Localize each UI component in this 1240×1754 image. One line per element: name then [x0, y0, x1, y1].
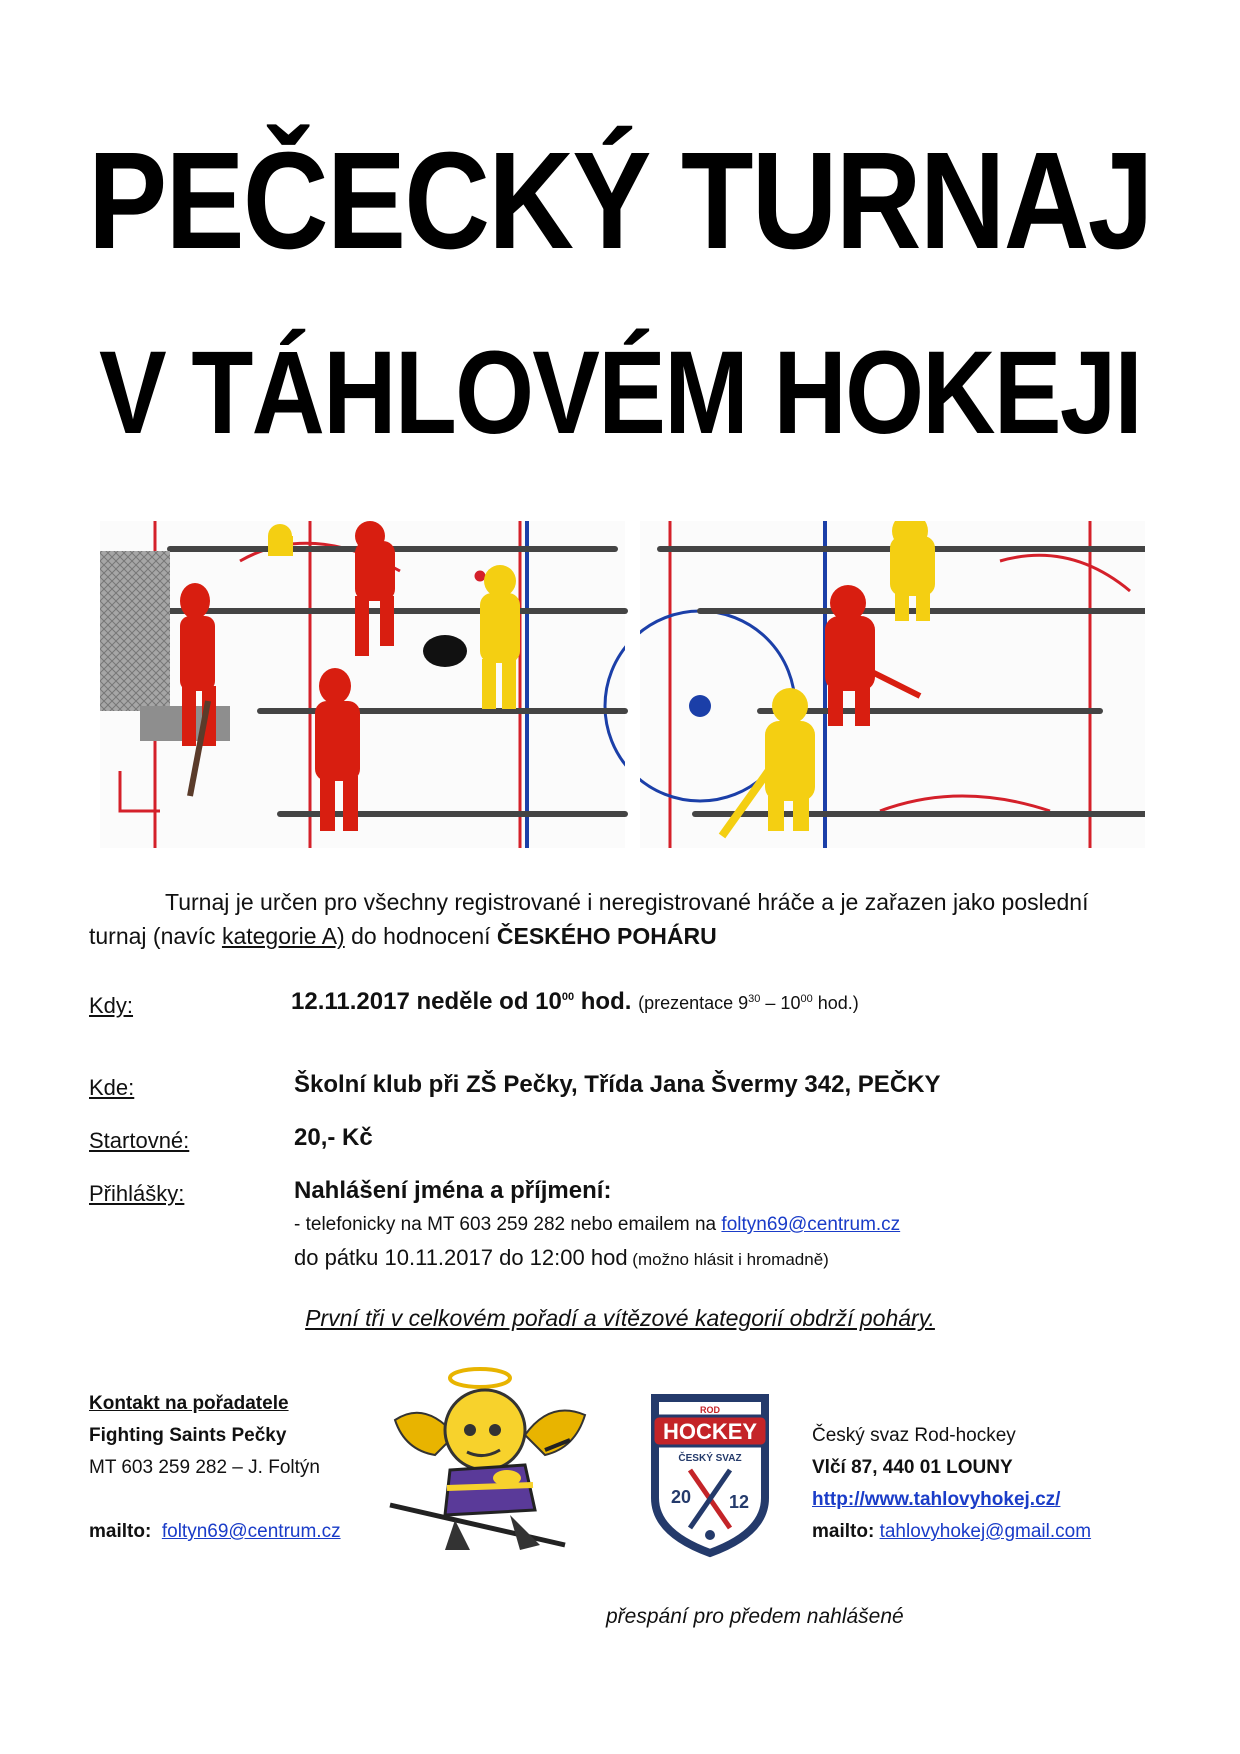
kdy-label: Kdy:: [89, 993, 134, 1018]
intro-text: turnaj (navíc: [89, 923, 222, 949]
shield-year-right: 12: [728, 1492, 750, 1512]
intro-text-2: do hodnocení: [344, 923, 497, 949]
fighting-saints-logo: [385, 1360, 595, 1560]
shield-rod-text: ROD: [700, 1405, 720, 1415]
org-address: Vlčí 87, 440 01 LOUNY: [812, 1457, 1013, 1478]
kdy-sup: 00: [561, 991, 575, 1003]
prizes-note: První tři v celkovém pořadí a vítězové kategorií obdrží poháry.: [305, 1305, 935, 1331]
prihlasky-deadline: [294, 1245, 829, 1271]
org-name: Český svaz Rod-hockey: [812, 1425, 1016, 1446]
sleepover-note: přespání pro předem nahlášené: [606, 1605, 904, 1628]
prihlasky-heading: Nahlášení jména a příjmení:: [294, 1177, 612, 1204]
contact-right: [812, 1420, 1091, 1548]
kdy-date: 12.11.2017 neděle od 10: [291, 988, 562, 1015]
deadline-text: do pátku 10.11.2017 do 12:00 hod: [294, 1245, 628, 1270]
contact-mailto-label: mailto:: [89, 1521, 152, 1542]
intro-line-1: Turnaj je určen pro všechny registrované i neregistrované hráče a je zařazen jako poslední: [165, 889, 1089, 915]
contact-left: [89, 1388, 341, 1548]
contact-heading: Kontakt na pořadatele: [89, 1393, 289, 1414]
kde-value: Školní klub při ZŠ Pečky, Třída Jana Švermy 342, PEČKY: [294, 1071, 941, 1098]
shield-hockey-text: HOCKEY: [662, 1419, 758, 1444]
cup-name: ČESKÉHO POHÁRU: [496, 923, 717, 949]
org-website-link[interactable]: http://www.tahlovyhokej.cz/: [812, 1489, 1061, 1510]
kdy-hod: hod.: [574, 988, 632, 1015]
kdy-value: [291, 988, 859, 1016]
category-link: kategorie A): [221, 923, 345, 949]
shield-svaz-text: ČESKÝ SVAZ: [678, 1453, 742, 1464]
prihlasky-label: Přihlášky:: [89, 1181, 185, 1206]
kdy-registration: (prezentace $9^{30} - 10^{00}$ hod.): [638, 993, 859, 1013]
contact-club: Fighting Saints Pečky: [89, 1425, 287, 1446]
prihlasky-email-link[interactable]: foltyn69@centrum.cz: [721, 1214, 901, 1235]
kde-label: Kde:: [89, 1075, 135, 1100]
contact-email-link[interactable]: foltyn69@centrum.cz: [161, 1521, 341, 1542]
org-mailto-label: mailto:: [812, 1521, 875, 1542]
title-line-2: V TÁHLOVÉM HOKEJI: [98, 327, 1142, 459]
startovne-label: Startovné:: [89, 1128, 190, 1153]
table-hockey-photo: [100, 521, 1145, 848]
shield-year-left: 20: [670, 1487, 692, 1507]
contact-phone: MT 603 259 282 – J. Foltýn: [89, 1457, 320, 1478]
startovne-value: 20,- Kč: [294, 1124, 373, 1151]
rod-hockey-shield-logo: [645, 1388, 775, 1558]
intro-line-2: [89, 919, 1089, 953]
org-email-link[interactable]: tahlovyhokej@gmail.com: [879, 1521, 1092, 1542]
prihlasky-phone-text: - telefonicky na MT 603 259 282 nebo emailem na: [294, 1214, 722, 1235]
prihlasky-phone-line: [294, 1214, 900, 1236]
deadline-note: (možno hlásit i hromadně): [627, 1250, 829, 1269]
title-line-1: PEČECKÝ TURNAJ: [88, 124, 1152, 278]
